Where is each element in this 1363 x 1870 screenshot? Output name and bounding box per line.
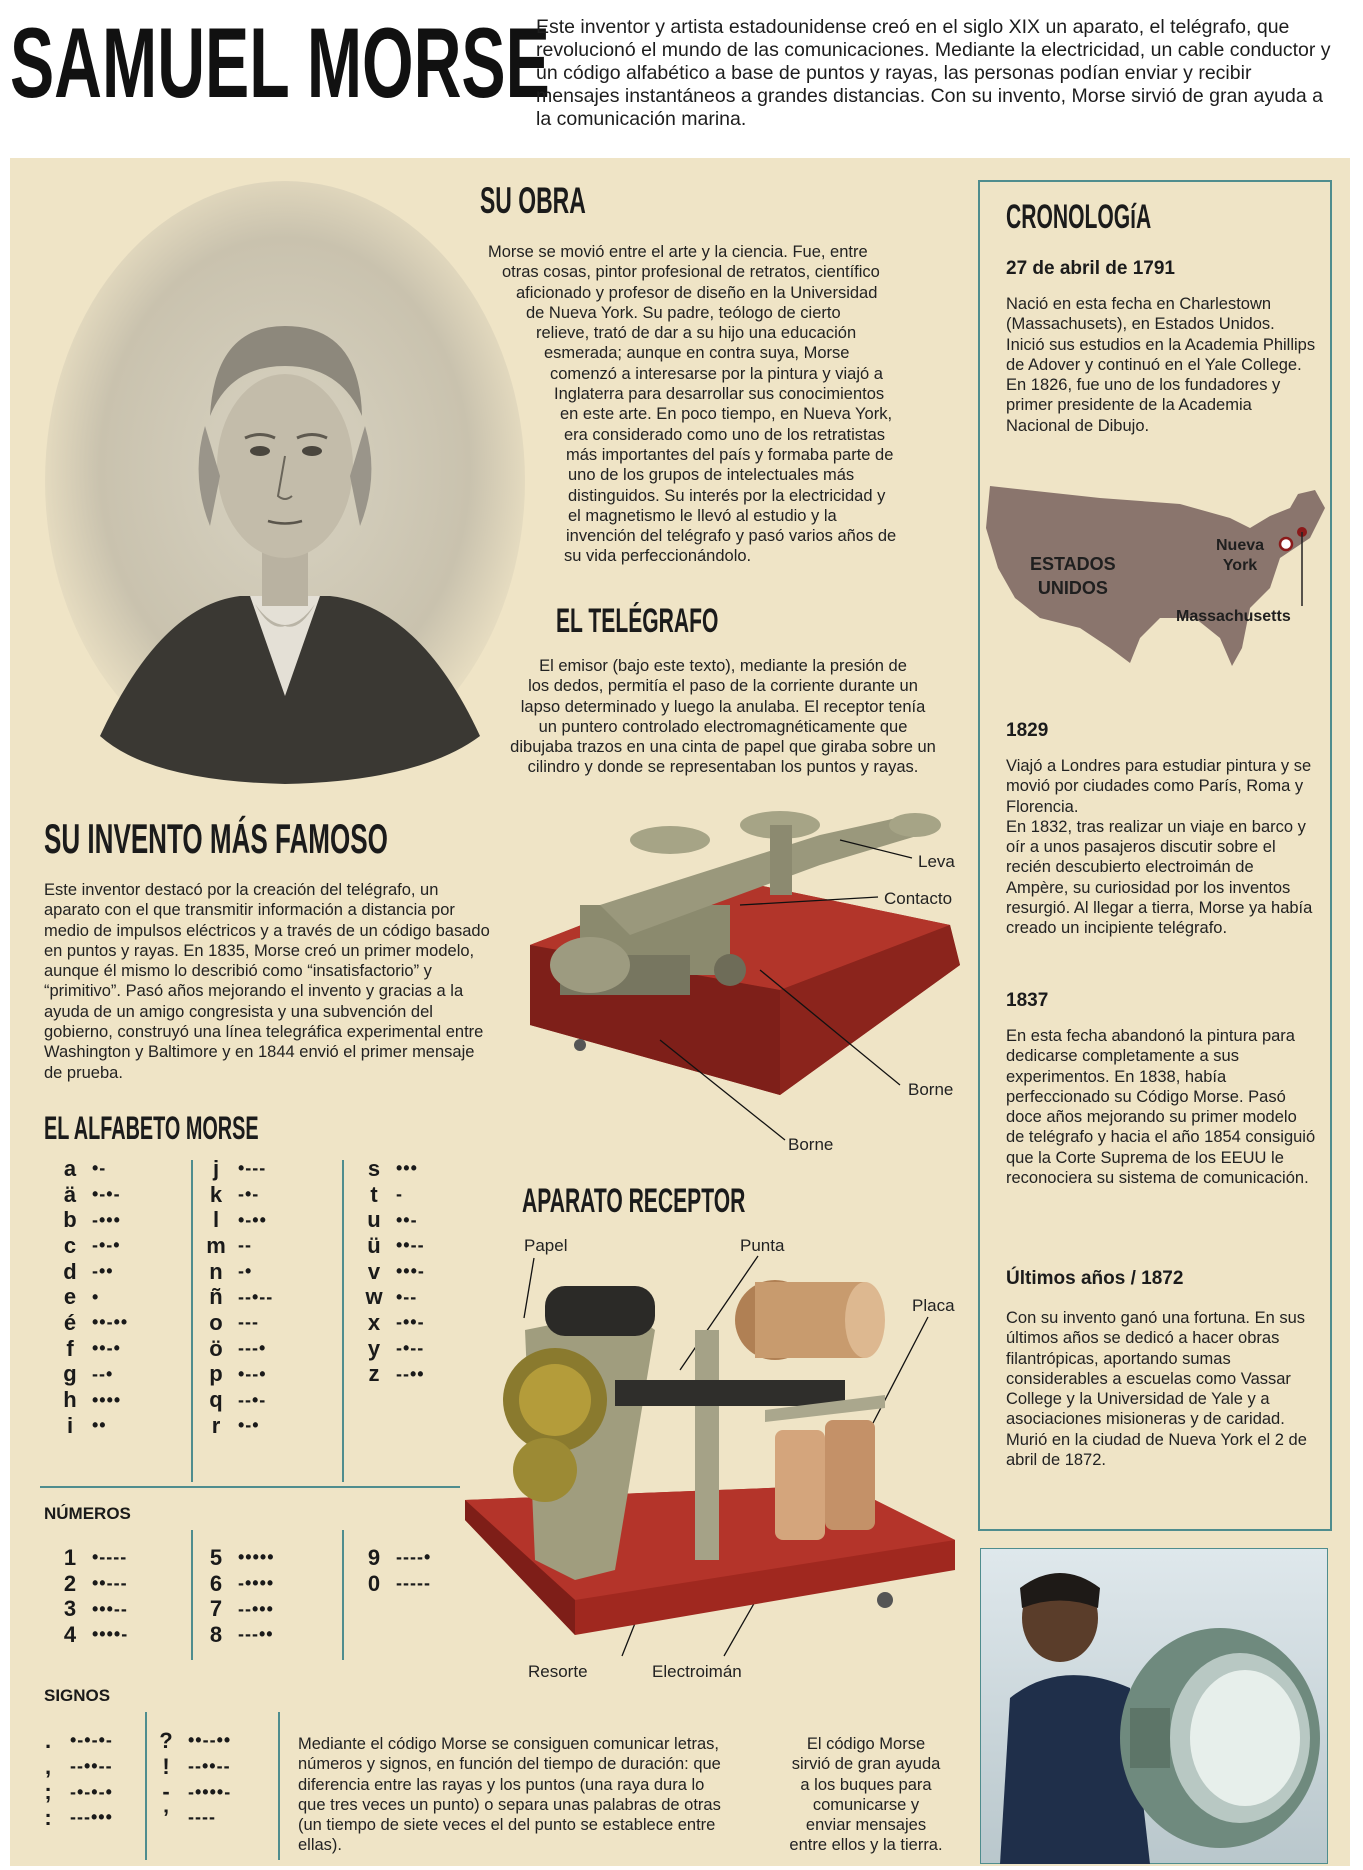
morse-entry	[360, 1571, 431, 1597]
su-obra-line: aficionado y profesor de diseño en la Universidad	[516, 283, 878, 302]
morse-code: -----	[396, 1573, 431, 1594]
numeros-heading: NÚMEROS	[44, 1504, 131, 1523]
morse-entry	[152, 1805, 231, 1831]
page-title: SAMUEL MORSE	[10, 8, 550, 119]
morse-character: j	[212, 1155, 220, 1181]
su-obra-line: invención del telégrafo y pasó varios años de	[566, 527, 897, 546]
morse-character: ä	[63, 1181, 77, 1207]
morse-entry	[56, 1596, 128, 1622]
map-country-line: UNIDOS	[1037, 578, 1108, 598]
intro-text: Este inventor y artista estadounidense creó en el siglo XIX un aparato, el telégrafo, que revolucionó el mundo de las comunicaciones. Mediante la electricidad, un cable conductor y un código alfabético a base de puntos y rayas, las personas podían enviar y recibir mensajes instantáneos a grandes distancias. Con su invento, Morse sirvió de gran ayuda a la comunicación marina.	[536, 16, 1331, 130]
morse-entry	[202, 1207, 273, 1233]
morse-code: ••-•	[92, 1338, 121, 1359]
su-obra-line: uno de los grupos de intelectuales más	[568, 466, 855, 485]
morse-character: 7	[209, 1596, 223, 1622]
morse-code: •••-	[396, 1261, 425, 1282]
morse-entry	[202, 1545, 275, 1571]
morse-entry	[360, 1233, 425, 1259]
morse-code: --•	[92, 1363, 114, 1384]
morse-character: u	[367, 1207, 381, 1233]
morse-entry	[202, 1284, 273, 1310]
morse-code: --••--	[188, 1756, 231, 1777]
morse-code: ---	[238, 1312, 259, 1333]
morse-entry	[202, 1571, 275, 1597]
morse-entry	[56, 1571, 128, 1597]
morse-character: l	[212, 1207, 220, 1233]
morse-entry	[56, 1387, 128, 1413]
morse-entry	[360, 1336, 425, 1362]
morse-code: ----	[188, 1807, 216, 1828]
telegrafo-line: cilindro y donde se representaban los puntos y rayas.	[527, 758, 919, 777]
morse-code: ••-	[396, 1209, 418, 1230]
morse-character: :	[44, 1804, 52, 1830]
morse-code: -•-•	[92, 1235, 121, 1256]
label-borne-bottom: Borne	[788, 1135, 834, 1154]
morse-entry	[56, 1413, 128, 1439]
morse-character: .	[44, 1727, 52, 1753]
morse-code: •-	[92, 1158, 107, 1179]
label-resorte: Resorte	[528, 1662, 588, 1681]
morse-character: a	[63, 1155, 77, 1181]
morse-code: -••••-	[188, 1781, 232, 1802]
receiver-illustration	[465, 1270, 965, 1646]
morse-code: ••••	[92, 1389, 122, 1410]
morse-code-explanation: Mediante el código Morse se consiguen comunicar letras, números y signos, en función del tiempo de duración: que diferencia entre las rayas y los puntos (una raya dura lo que tres veces un punto) o separa unas palabras de otras (un tiempo de siete veces el del punto se establece entre ellas).	[298, 1735, 721, 1855]
signos-divider	[145, 1712, 147, 1860]
su-obra-line: esmerada; aunque en contra suya, Morse	[544, 344, 850, 363]
numeros-col-2	[202, 1545, 275, 1648]
morse-entry	[34, 1779, 113, 1805]
chrono-year: 27 de abril de 1791	[1006, 258, 1175, 279]
morse-character: g	[63, 1361, 77, 1387]
morse-entry	[360, 1182, 425, 1208]
invento-heading: SU INVENTO MÁS FAMOSO	[44, 815, 388, 862]
morse-code: ••	[92, 1415, 107, 1436]
su-obra-line: relieve, trató de dar a su hijo una educación	[536, 324, 857, 343]
chrono-text: En esta fecha abandonó la pintura para dedicarse completamente a sus experimentos. En 1838, había perfeccionado su Código Morse. Pasó doce años mejorando su primer modelo de telégrafo y hacia el año 1854 consiguió que la Corte Suprema de los EEUU le reconociera su sistema de comunicación.	[1006, 1027, 1316, 1188]
map-city-line: Nueva	[1216, 537, 1265, 554]
alfabeto-bottom-rule	[40, 1486, 460, 1488]
su-obra-line: de Nueva York. Su padre, teólogo de cierto	[526, 303, 841, 322]
morse-character: !	[162, 1753, 170, 1779]
telegrafo-heading: EL TELÉGRAFO	[556, 602, 719, 640]
morse-character: n	[209, 1258, 223, 1284]
morse-entry	[360, 1207, 425, 1233]
morse-entry	[34, 1754, 113, 1780]
morse-code: ---••	[238, 1624, 274, 1645]
morse-character: 5	[209, 1544, 223, 1570]
morse-entry	[56, 1233, 128, 1259]
numeros-divider	[342, 1530, 344, 1660]
morse-character: w	[365, 1284, 383, 1310]
morse-code: •-•-	[92, 1184, 121, 1205]
telegrafo-line: lapso determinado y luego la anulaba. El receptor tenía	[520, 697, 926, 716]
morse-entry	[56, 1207, 128, 1233]
map-label-state: Massachusetts	[1176, 608, 1291, 625]
morse-entry	[56, 1622, 128, 1648]
morse-entry	[56, 1545, 128, 1571]
morse-character: 2	[63, 1570, 77, 1596]
morse-entry	[360, 1259, 425, 1285]
morse-code: --•--	[238, 1286, 274, 1307]
label-punta: Punta	[740, 1236, 785, 1255]
morse-character: z	[368, 1361, 380, 1387]
morse-character: e	[63, 1284, 77, 1310]
morse-code: -•	[238, 1261, 253, 1282]
label-contacto: Contacto	[884, 889, 953, 908]
morse-entry	[56, 1284, 128, 1310]
morse-character: ’	[162, 1804, 170, 1830]
morse-entry	[56, 1336, 128, 1362]
numeros-col-3	[360, 1545, 431, 1596]
morse-character: 6	[209, 1570, 223, 1596]
morse-entry	[202, 1259, 273, 1285]
morse-code: --••--	[70, 1756, 113, 1777]
morse-code: ----•	[396, 1547, 432, 1568]
morse-character: 3	[63, 1596, 77, 1622]
morse-character: ;	[44, 1779, 52, 1805]
telegrafo-line: los dedos, permitía el paso de la corriente durante un	[528, 677, 918, 696]
morse-code: •--•	[238, 1363, 267, 1384]
morse-entry	[202, 1622, 275, 1648]
morse-entry	[360, 1545, 431, 1571]
telegrafo-line: El emisor (bajo este texto), mediante la presión de	[539, 657, 907, 675]
morse-entry	[152, 1754, 231, 1780]
morse-code: -•-•-•	[70, 1781, 113, 1802]
morse-entry	[152, 1728, 231, 1754]
marine-line: entre ellos y la tierra.	[789, 1836, 943, 1855]
morse-entry	[56, 1362, 128, 1388]
label-placa: Placa	[912, 1296, 955, 1315]
su-obra-line: era considerado como uno de los retratistas	[564, 425, 886, 444]
alfabeto-col-3	[360, 1156, 425, 1387]
morse-entry	[360, 1362, 425, 1388]
morse-code: -••	[92, 1261, 114, 1282]
morse-code: -•••	[92, 1209, 121, 1230]
morse-character: q	[209, 1387, 223, 1413]
morse-code: •••••	[238, 1547, 275, 1568]
morse-code: --•••	[238, 1598, 274, 1619]
su-obra-line: comenzó a interesarse por la pintura y viajó a	[550, 364, 883, 383]
su-obra-line: Morse se movió entre el arte y la ciencia. Fue, entre	[488, 243, 868, 261]
morse-entry	[34, 1728, 113, 1754]
su-obra-line: su vida perfeccionándolo.	[564, 547, 752, 566]
su-obra-line: distinguidos. Su interés por la electricidad y	[568, 486, 886, 505]
morse-entry	[202, 1336, 273, 1362]
morse-code: •---	[238, 1158, 267, 1179]
map-label-country	[1030, 552, 1116, 600]
morse-character: ü	[367, 1232, 381, 1258]
marine-line: comunicarse y	[812, 1795, 920, 1814]
morse-character: p	[209, 1361, 223, 1387]
invento-text: Este inventor destacó por la creación del telégrafo, un aparato con el que transmitir información a distancia por medio de impulsos eléctricos y a través de un código basado en puntos y rayas. En 1835, Morse creó un primer modelo, aunque él mismo lo describió como “insatisfactorio” y “primitivo”. Pasó años mejorando el invento y gracias a la ayuda de un amigo congresista y una subvención del gobierno, construyó una línea telegráfica experimental entre Washington y Baltimore y en 1844 envió el primer mensaje de prueba.	[44, 881, 490, 1082]
morse-character: b	[63, 1207, 77, 1233]
morse-code: -••••	[238, 1573, 275, 1594]
morse-character: ö	[209, 1335, 223, 1361]
marine-line: sirvió de gran ayuda	[791, 1755, 941, 1774]
morse-character: 8	[209, 1621, 223, 1647]
cronologia-heading: CRONOLOGíA	[1006, 198, 1152, 236]
marine-line: enviar mensajes	[805, 1816, 927, 1835]
morse-entry	[202, 1596, 275, 1622]
morse-code: ••••-	[92, 1624, 129, 1645]
morse-code: ••-••	[92, 1312, 129, 1333]
morse-code: ••--	[396, 1235, 425, 1256]
chrono-year: 1829	[1006, 720, 1049, 741]
morse-code: •--	[396, 1286, 418, 1307]
morse-character: é	[63, 1309, 77, 1335]
morse-code: --•-	[238, 1389, 267, 1410]
morse-character: k	[209, 1181, 223, 1207]
morse-code: ---•••	[70, 1807, 113, 1828]
receptor-heading: APARATO RECEPTOR	[522, 1182, 746, 1220]
morse-character: r	[211, 1412, 221, 1438]
marine-line: a los buques para	[800, 1775, 932, 1794]
chrono-year: 1837	[1006, 990, 1049, 1011]
morse-code: -••-	[396, 1312, 425, 1333]
morse-code: ---•	[238, 1338, 267, 1359]
su-obra-heading: SU OBRA	[480, 180, 586, 221]
morse-character: ?	[159, 1727, 173, 1753]
morse-entry	[360, 1156, 425, 1182]
alfabeto-col-2	[202, 1156, 273, 1439]
morse-character: s	[367, 1155, 381, 1181]
morse-code: •-•-•-	[70, 1730, 113, 1751]
morse-entry	[202, 1182, 273, 1208]
morse-character: f	[66, 1335, 74, 1361]
morse-code: ••---	[92, 1573, 128, 1594]
signos-heading: SIGNOS	[44, 1686, 111, 1705]
chrono-text: Con su invento ganó una fortuna. En sus últimos años se dedicó a hacer obras filantrópicas, aportando sumas considerables a escuelas como Vassar College y la Universidad de Yale y a asociaciones misioneras y de caridad. Murió en la ciudad de Nueva York el 2 de abril de 1872.	[1006, 1309, 1307, 1470]
morse-character: v	[367, 1258, 381, 1284]
morse-code: •	[92, 1286, 100, 1307]
alfabeto-col-1	[56, 1156, 128, 1439]
su-obra-line: el magnetismo le llevó al estudio y la	[568, 506, 837, 525]
morse-entry	[360, 1284, 425, 1310]
alfabeto-divider	[191, 1160, 193, 1482]
morse-code: ••--••	[188, 1730, 232, 1751]
morse-code: --••	[396, 1363, 425, 1384]
morse-entry	[34, 1805, 113, 1831]
alfabeto-heading: EL ALFABETO MORSE	[44, 1110, 259, 1146]
signos-col-2	[152, 1728, 231, 1831]
morse-entry	[56, 1259, 128, 1285]
morse-entry	[202, 1362, 273, 1388]
map-label-city	[1216, 536, 1264, 576]
morse-entry	[202, 1387, 273, 1413]
morse-code: •••--	[92, 1598, 128, 1619]
morse-code: --	[238, 1235, 252, 1256]
morse-code: •-••	[238, 1209, 267, 1230]
label-leva: Leva	[918, 852, 955, 871]
morse-character: d	[63, 1258, 77, 1284]
chrono-text: Viajó a Londres para estudiar pintura y se movió por ciudades como París, Roma y Florencia. En 1832, tras realizar un viaje en barco y oír a unos pasajeros discutir sobre el recién descubierto electroimán de Ampère, su curiosidad por los inventos resurgió. Al llegar a tierra, Morse ya había creado un incipiente telégrafo.	[1006, 757, 1313, 938]
signos-col-1	[34, 1728, 113, 1831]
telegrafo-line: dibujaba trazos en una cinta de papel que giraba sobre un	[510, 738, 936, 757]
su-obra-line: otras cosas, pintor profesional de retratos, científico	[502, 263, 880, 282]
morse-code: •----	[92, 1547, 128, 1568]
morse-entry	[56, 1182, 128, 1208]
morse-character: 9	[367, 1544, 381, 1570]
sailor-signal-lamp-photo	[980, 1548, 1328, 1864]
morse-entry	[56, 1310, 128, 1336]
numeros-col-1	[56, 1545, 128, 1648]
morse-entry	[202, 1310, 273, 1336]
signos-divider	[278, 1712, 280, 1860]
morse-character: t	[370, 1181, 378, 1207]
marine-text	[772, 1734, 960, 1856]
morse-character: i	[66, 1412, 74, 1438]
morse-code: -	[396, 1184, 403, 1205]
telegrafo-line: un puntero controlado electromagnéticamente que	[538, 717, 908, 736]
morse-entry	[202, 1413, 273, 1439]
morse-code: •••	[396, 1158, 418, 1179]
morse-character: 1	[63, 1544, 77, 1570]
alfabeto-divider	[342, 1160, 344, 1482]
map-city-line: York	[1222, 557, 1258, 574]
marine-line: El código Morse	[806, 1735, 926, 1753]
morse-code: -•-	[238, 1184, 260, 1205]
morse-character: y	[367, 1335, 381, 1361]
morse-code: •-•	[238, 1415, 260, 1436]
morse-character: 4	[63, 1621, 77, 1647]
morse-code: -•--	[396, 1338, 425, 1359]
morse-character: x	[367, 1309, 381, 1335]
label-electroiman: Electroimán	[652, 1662, 742, 1681]
numeros-divider	[191, 1530, 193, 1660]
morse-entry	[152, 1779, 231, 1805]
morse-character: c	[63, 1232, 77, 1258]
morse-character: ,	[44, 1753, 52, 1779]
morse-character: -	[162, 1779, 170, 1805]
morse-entry	[202, 1156, 273, 1182]
morse-character: h	[63, 1387, 77, 1413]
morse-character: m	[206, 1232, 226, 1258]
morse-character: ñ	[209, 1284, 223, 1310]
su-obra-line: más importantes del país y formaba parte de	[566, 445, 894, 464]
morse-entry	[360, 1310, 425, 1336]
su-obra-line: Inglaterra para desarrollar sus conocimientos	[554, 385, 885, 404]
morse-character: o	[209, 1309, 223, 1335]
chrono-text: Nació en esta fecha en Charlestown (Massachusets), en Estados Unidos. Inició sus estudios en la Academia Phillips de Adover y continuó en el Yale College. En 1826, fue uno de los fundadores y primer presidente de la Academia Nacional de Dibujo.	[1006, 295, 1316, 435]
morse-entry	[202, 1233, 273, 1259]
label-borne-right: Borne	[908, 1080, 954, 1099]
map-country-line: ESTADOS	[1030, 554, 1116, 574]
morse-entry	[56, 1156, 128, 1182]
label-papel: Papel	[524, 1236, 568, 1255]
morse-character: 0	[367, 1570, 381, 1596]
su-obra-line: en este arte. En poco tiempo, en Nueva York,	[560, 405, 893, 424]
chrono-year: Últimos años / 1872	[1006, 1268, 1184, 1289]
